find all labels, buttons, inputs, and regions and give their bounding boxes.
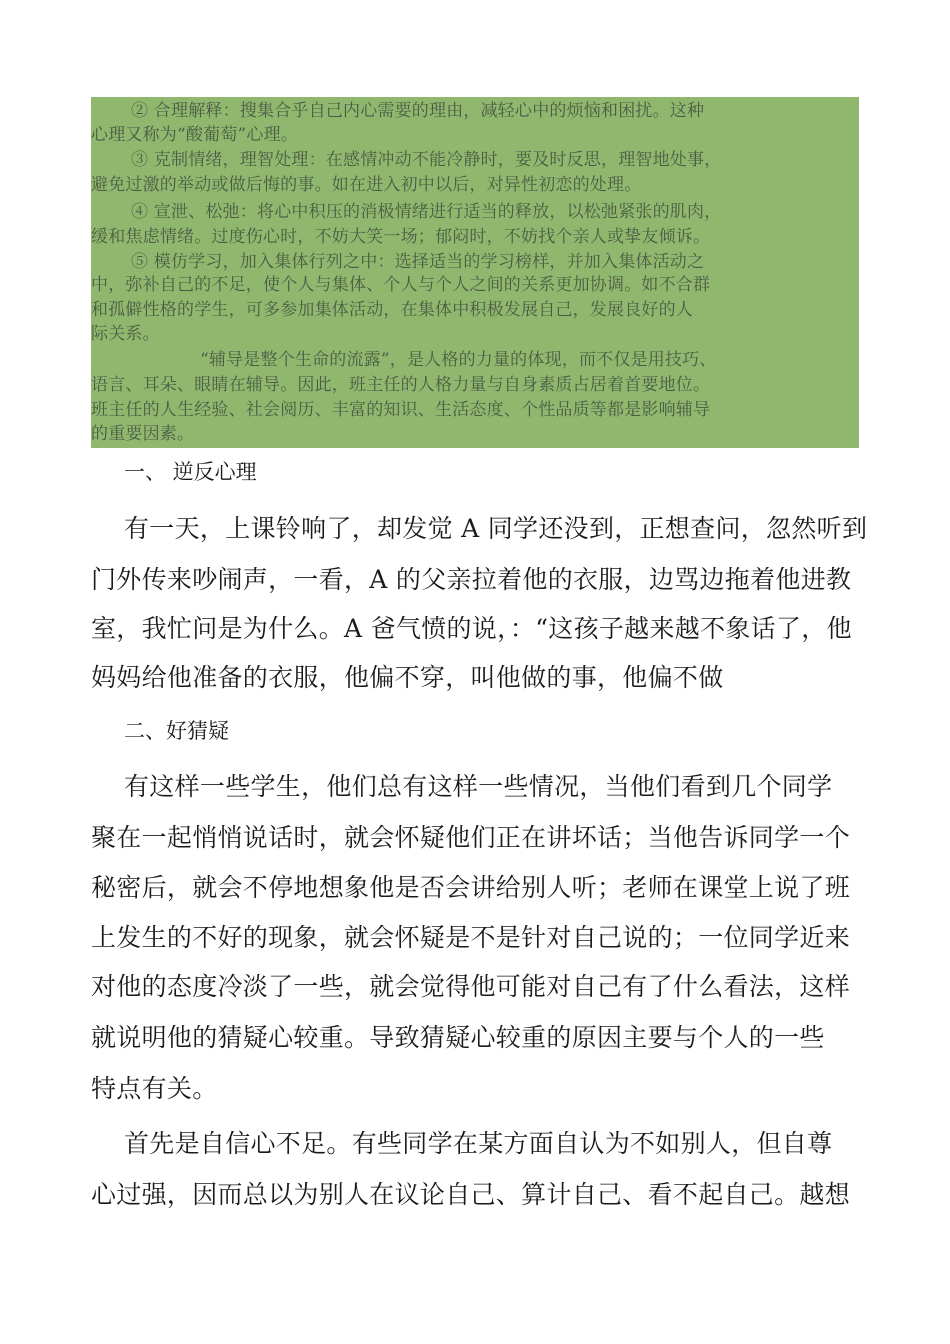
paragraph-line: 心过强，因而总以为别人在议论自己、算计自己、看不起自己。越想 xyxy=(91,1180,851,1209)
paragraph-line: 室，我忙问是为什么。A 爸气愤的说，：“这孩子越来越不象话了，他 xyxy=(91,614,852,643)
highlight-line: “辅导是整个生命的流露”，是人格的力量的体现，而不仅是用技巧、 xyxy=(200,350,717,370)
highlight-line: 的重要因素。 xyxy=(91,424,195,444)
section-heading-suspicion: 二、好猜疑 xyxy=(124,719,229,743)
highlight-line: 和孤僻性格的学生，可多参加集体活动，在集体中积极发展自己，发展良好的人 xyxy=(91,300,693,320)
highlight-line: ⑤ 模仿学习，加入集体行列之中：选择适当的学习榜样，并加入集体活动之 xyxy=(131,252,705,272)
highlight-line: 避免过激的举动或做后悔的事。如在进入初中以后，对异性初恋的处理。 xyxy=(91,175,642,195)
highlight-line: 中，弥补自己的不足，使个人与集体、个人与个人之间的关系更加协调。如不合群 xyxy=(91,275,711,295)
paragraph-line: 聚在一起悄悄说话时，就会怀疑他们正在讲坏话；当他告诉同学一个 xyxy=(91,823,851,852)
paragraph-line: 妈妈给他准备的衣服，他偏不穿，叫他做的事，他偏不做 xyxy=(91,663,724,692)
highlight-line: 班主任的人生经验、社会阅历、丰富的知识、生活态度、个性品质等都是影响辅导 xyxy=(91,400,711,420)
section-heading-rebellious: 一、 逆反心理 xyxy=(124,460,257,484)
paragraph-line: 上发生的不好的现象，就会怀疑是不是针对自己说的；一位同学近来 xyxy=(91,923,851,952)
paragraph-line: 有这样一些学生，他们总有这样一些情况，当他们看到几个同学 xyxy=(124,772,833,801)
highlight-line: 心理又称为“酸葡萄”心理。 xyxy=(91,125,298,145)
paragraph-line: 首先是自信心不足。有些同学在某方面自认为不如别人，但自尊 xyxy=(124,1129,833,1158)
highlight-line: 际关系。 xyxy=(91,324,160,344)
paragraph-line: 就说明他的猜疑心较重。导致猜疑心较重的原因主要与个人的一些 xyxy=(91,1023,825,1052)
paragraph-line: 门外传来吵闹声，一看，A 的父亲拉着他的衣服，边骂边拖着他进教 xyxy=(91,565,852,594)
highlight-line: 缓和焦虑情绪。过度伤心时，不妨大笑一场；郁闷时，不妨找个亲人或挚友倾诉。 xyxy=(91,227,711,247)
paragraph-line: 特点有关。 xyxy=(91,1074,218,1103)
highlight-line: ④ 宣泄、松弛：将心中积压的消极情绪进行适当的释放，以松弛紧张的肌肉， xyxy=(131,202,722,222)
highlight-line: ② 合理解释：搜集合乎自己内心需要的理由，减轻心中的烦恼和困扰。这种 xyxy=(131,101,705,121)
paragraph-line: 有一天，上课铃响了，却发觉 A 同学还没到，正想查问，忽然听到 xyxy=(124,514,868,543)
highlight-line: ③ 克制情绪，理智处理：在感情冲动不能冷静时，要及时反思，理智地处事， xyxy=(131,150,722,170)
highlight-line: 语言、耳朵、眼睛在辅导。因此，班主任的人格力量与自身素质占居着首要地位。 xyxy=(91,375,711,395)
paragraph-line: 秘密后，就会不停地想象他是否会讲给别人听；老师在课堂上说了班 xyxy=(91,873,851,902)
paragraph-line: 对他的态度冷淡了一些，就会觉得他可能对自己有了什么看法，这样 xyxy=(91,972,851,1001)
